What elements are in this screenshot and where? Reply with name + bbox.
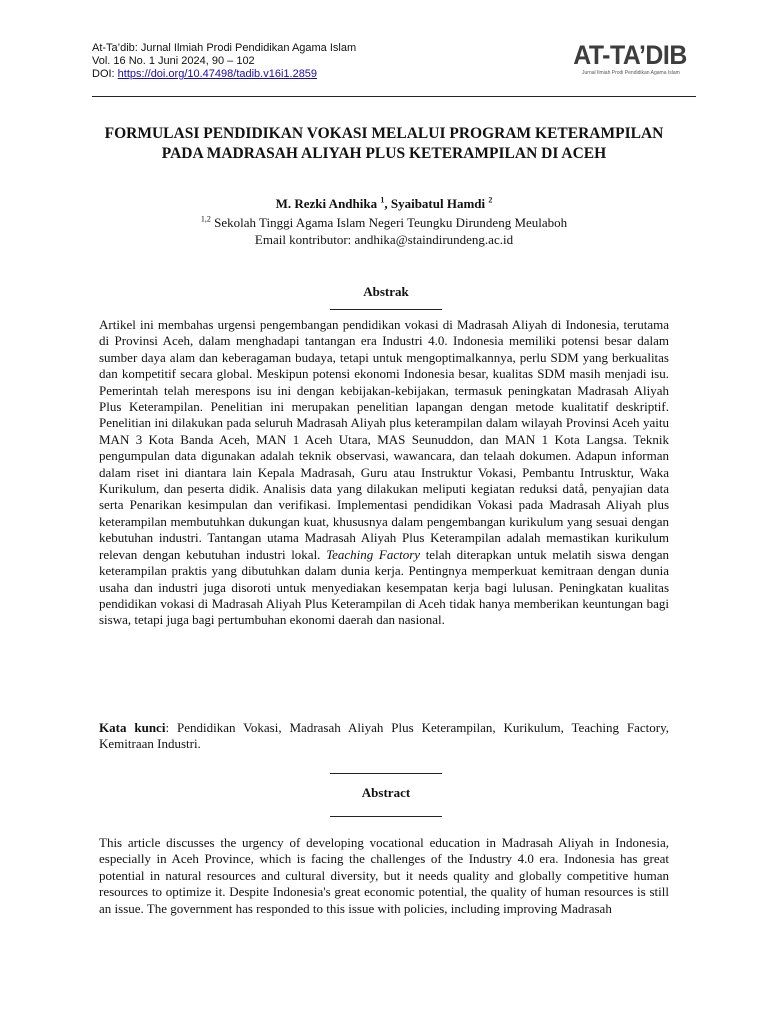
abstrak-italic-term: Teaching Factory [326, 546, 421, 562]
journal-volume: Vol. 16 No. 1 Juni 2024, 90 – 102 [92, 55, 255, 67]
abstrak-heading: Abstrak [363, 284, 409, 299]
abstract-body: This article discusses the urgency of developing vocational education in Madrasah Aliyah in Indonesia, especially in Aceh Province, which is facing the challenges of the Industry 4.0 era. Indonesia has great potential in natural resources and cultural diversity, but it needs quality and globally competitive human resources to optimize it. Despite Indonesia's great economic potential, the quality of human resources is still an issue. The government has responded to this issue with policies, including improving Madrasah [99, 835, 669, 916]
abstract-top-rule [330, 773, 442, 774]
abstrak-text-2: telah diterapkan untuk melatih siswa dengan keterampilan praktis yang dibutuhkan dalam dunia kerja. Pentingnya memperkuat kemitraan dengan dunia usaha dan industri juga disoroti untuk menyediakan kesempatan kerja bagi lulusan. Peningkatan kualitas pendidikan vokasi di Madrasah Aliyah Plus Keterampilan di Aceh tidak hanya memberikan keuntungan bagi siswa, tetapi juga bagi pertumbuhan ekonomi daerah dan nasional. [99, 546, 670, 628]
logo-wordmark: AT-TA’DIB [573, 40, 687, 70]
contributor-email: Email kontributor: andhika@staindirundeng.ac.id [254, 232, 514, 247]
journal-header [92, 42, 356, 81]
author-separator: , [384, 196, 391, 211]
header-divider [92, 96, 696, 97]
author-1: M. Rezki Andhika [275, 196, 378, 211]
logo-tagline: Jurnal Ilmiah Prodi Pendidikan Agama Islam [582, 70, 680, 76]
abstrak-body [99, 317, 669, 629]
affiliation [100, 215, 668, 231]
abstract-heading: Abstract [361, 785, 411, 800]
journal-logo [560, 40, 700, 76]
doi-line [92, 68, 356, 81]
keywords-label: Kata kunci [99, 720, 166, 735]
keywords [99, 720, 669, 753]
doi-link[interactable]: https://doi.org/10.47498/tadib.v16i1.2859 [117, 68, 318, 80]
affiliation-text: Sekolah Tinggi Agama Islam Negeri Teungku Dirundeng Meulaboh [214, 215, 568, 230]
journal-name: At-Ta’dib: Jurnal Ilmiah Prodi Pendidikan Agama Islam [92, 42, 357, 54]
affiliation-superscript: 1,2 [200, 214, 211, 224]
doi-label: DOI: [92, 68, 118, 80]
article-title: FORMULASI PENDIDIKAN VOKASI MELALUI PROGRAM KETERAMPILAN PADA MADRASAH ALIYAH PLUS KETERAMPILAN DI ACEH [104, 125, 664, 162]
author-1-superscript: 1 [380, 195, 385, 205]
abstrak-text-1: Artikel ini membahas urgensi pengembangan pendidikan vokasi di Madrasah Aliyah di Indonesia, terutama di Provinsi Aceh, dalam menghadapi tantangan era Industri 4.0. Indonesia memiliki potensi besar dalam sumber daya alam dan keberagaman budaya, tetapi untuk mengoptimalkannya, perlu SDM yang berkualitas dan kompetitif secara global. Meskipun potensi ekonomi Indonesia besar, kualitas SDM masih menjadi isu. Pemerintah telah merespons isu ini dengan kebijakan-kebijakan, termasuk peningkatan Madrasah Aliyah Plus Keterampilan. Penelitian ini merupakan penelitian lapangan dengan metode kualitatif deskriptif. Penelitian ini dilakukan pada seluruh Madrasah Aliyah plus keterampilan dalam wilayah Provinsi Aceh yaitu MAN 3 Kota Banda Aceh, MAN 1 Aceh Utara, MAS Seunuddon, dan MAN 1 Kota Langsa. Teknik pengumpulan data digunakan adalah teknik observasi, wawancara, dan telaah dokumen. Adapun informan dalam riset ini diantara lain Kepala Madrasah, Guru atau Instruktur Vokasi, Pembantu Intrusktur, Waka Kurikulum, dan peserta didik. Analisis data yang dilakukan meliputi kegiatan reduksi datå, penyajian data serta Penarikan kesimpulan dan verifikasi. Implementasi pendidikan Vokasi pada Madrasah Aliyah plus keterampilan membutuhkan dukungan kuat, khususnya dalam pengembangan kurikulum yang sesuai dengan kebutuhan industri. Tantangan utama Madrasah Aliyah Plus Keterampilan adalah memastikan kurikulum relevan dengan kebutuhan industri lokal. [99, 317, 669, 562]
author-line [100, 196, 668, 212]
abstract-heading-rule [330, 816, 442, 817]
abstrak-heading-rule [330, 309, 442, 310]
author-2: Syaibatul Hamdi [390, 196, 486, 211]
author-2-superscript: 2 [488, 195, 493, 205]
keywords-list: : Pendidikan Vokasi, Madrasah Aliyah Plus Keterampilan, Kurikulum, Teaching Factory, Kemitraan Industri. [99, 720, 670, 752]
